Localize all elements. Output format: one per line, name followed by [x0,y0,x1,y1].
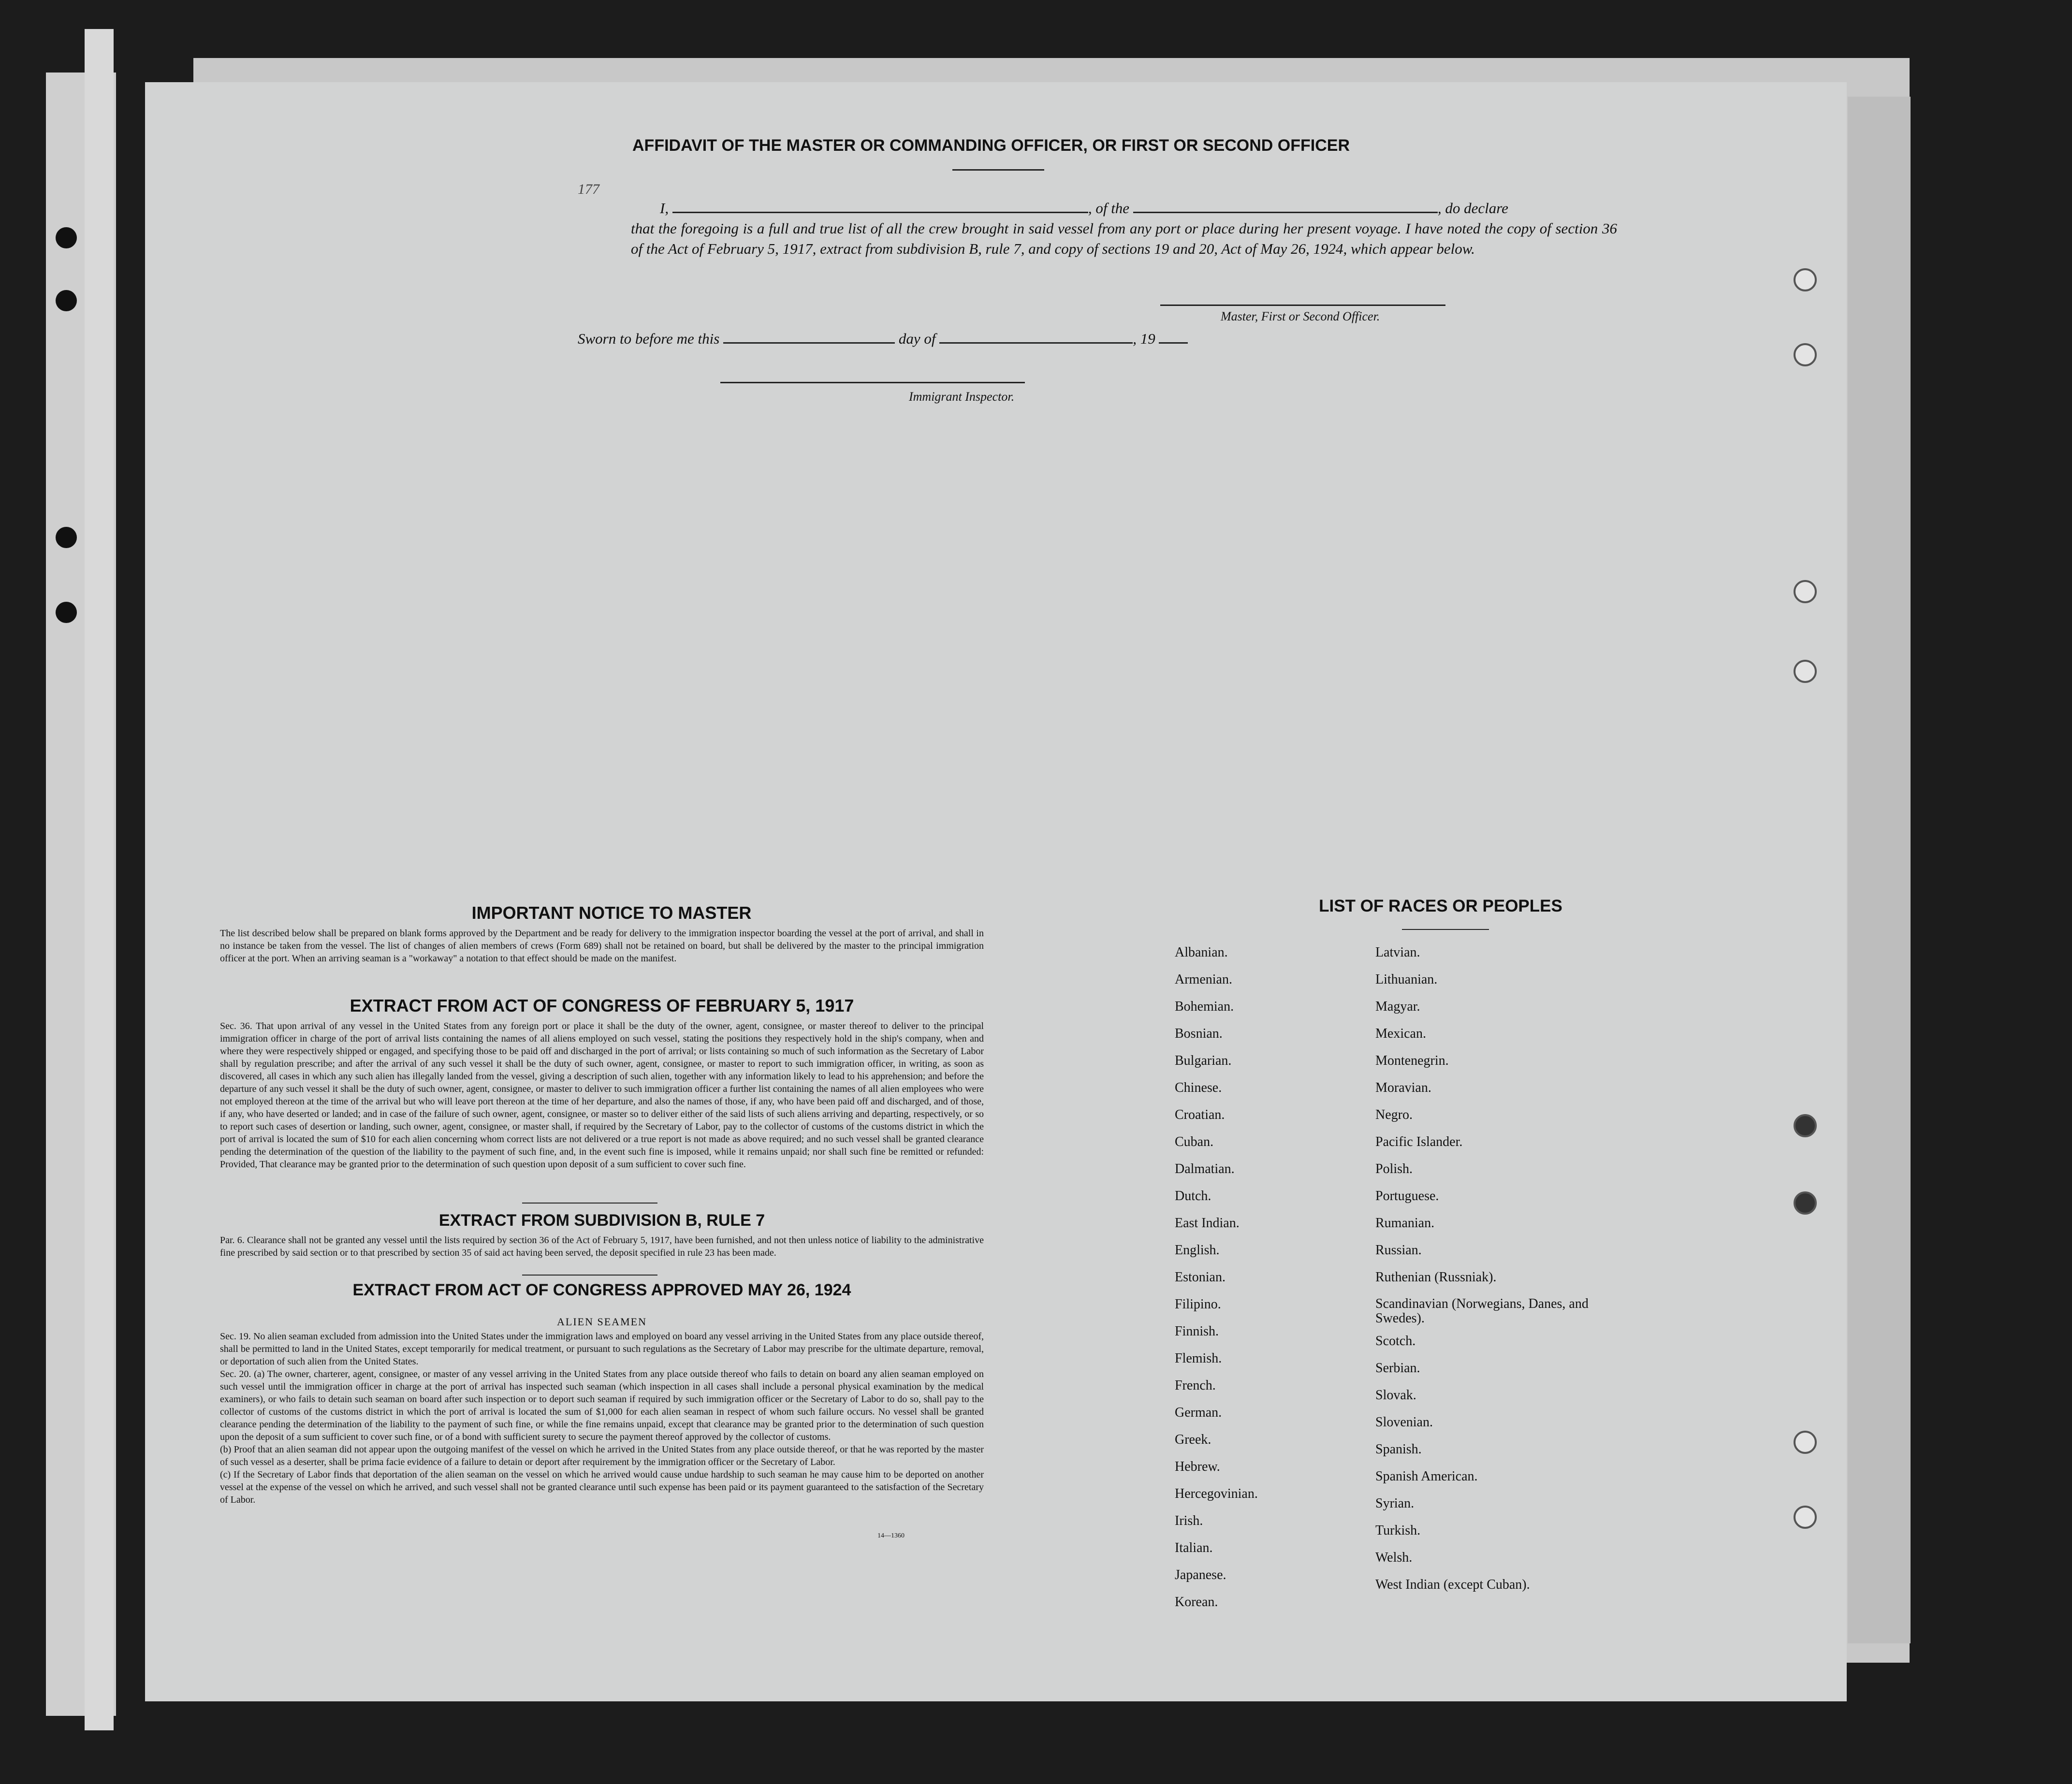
races-right-column [1375,945,1617,1604]
race-item: Bosnian. [1175,1026,1223,1041]
alien-seamen-subtitle: ALIEN SEAMEN [557,1316,647,1328]
sworn-text: Sworn to before me this [578,330,720,347]
race-item: Slovenian. [1375,1415,1433,1430]
race-item: Korean. [1175,1595,1218,1610]
extract-1924-title: EXTRACT FROM ACT OF CONGRESS APPROVED MAY 26, 1924 [352,1281,851,1299]
extract-1917-title: EXTRACT FROM ACT OF CONGRESS OF FEBRUARY 5, 1917 [350,996,854,1015]
race-item: Hercegovinian. [1175,1486,1258,1501]
race-item: Bohemian. [1175,999,1234,1014]
inspector-signature-line[interactable] [720,382,1025,383]
race-item: Armenian. [1175,972,1232,987]
race-item: Dalmatian. [1175,1161,1235,1176]
race-item: Dutch. [1175,1189,1211,1204]
race-item: Latvian. [1375,945,1420,960]
race-item: Spanish American. [1375,1469,1478,1484]
name-field[interactable] [672,212,1088,213]
section-divider [522,1275,657,1276]
race-item: West Indian (except Cuban). [1375,1577,1530,1592]
master-signature-line[interactable] [1160,305,1445,306]
race-item: Slovak. [1375,1388,1416,1403]
title-underline [952,169,1044,171]
extract-1924-body [220,1330,984,1506]
master-signature-label: Master, First or Second Officer. [1221,309,1380,323]
race-item: Albanian. [1175,945,1228,960]
subdivision-b-text: Par. 6. Clearance shall not be granted any vessel until the lists required by section 36 of the Act of February 5, 1917, have been furnished, and not then unless notice of liability to the administrative fine prescribed by said section or to that prescribed by section 35 of said act having been served, the deposit specified in rule 23 has been made. [220,1235,984,1258]
race-item: English. [1175,1243,1220,1258]
race-item: Finnish. [1175,1324,1219,1339]
races-left-column [1175,945,1378,1622]
race-item: Irish. [1175,1513,1203,1528]
notice-title: IMPORTANT NOTICE TO MASTER [471,903,752,923]
inspector-label: Immigrant Inspector. [909,390,1015,404]
extract-1917-text: Sec. 36. That upon arrival of any vessel in the United States from any foreign port or place it shall be the duty of the owner, agent, consignee, or master thereof to deliver to the principal immigration officer in charge of the port of arrival lists containing the names of all aliens employed on such vessel, stating the positions they respectively hold in the ship's company, when and where they were respectively shipped or engaged, and specifying those to be paid off and discharged in the port of arrival; or lists containing so much of such information as the Secretary of Labor shall by regulation prescribe; and after the arrival of any such vessel it shall be the duty of such owner, agent, consignee, or master to report to such immigration officer, in writing, as soon as discovered, all cases in which any such alien has illegally landed from the vessel, giving a description of such alien, together with any information likely to lead to his apprehension; and before the departure of any such vessel it shall be the duty of such owner, agent, consignee, or master to deliver to such immigration officer a further list containing the names of all alien employees who were not employed thereon at the time of the arrival but who will leave port thereon at the time of her departure, and also the names of those, if any, who have been paid off and discharged, and of those, if any, who have deserted or landed; and in case of the failure of such owner, agent, consignee, or master so to deliver either of the said lists of such aliens arriving and departing, respectively, or so to report such cases of desertion or landing, such owner, agent, consignee, or master shall, if required by the Secretary of Labor, pay to the collector of customs of the customs district in which the port of arrival is located the sum of $10 for each alien concerning whom correct lists are not delivered or a true report is not made as above required; and no such vessel shall be granted clearance pending the determination of the question of the liability to the payment of such fine, and, in the event such fine is imposed, while it remains unpaid; nor shall such fine be remitted or refunded: Provided, That clearance may be granted prior to the determination of such question upon deposit of a sum sufficient to cover such fine. [220,1021,984,1170]
sworn-line [578,330,1188,348]
race-item: Pacific Islander. [1375,1134,1463,1149]
race-item: Japanese. [1175,1567,1226,1582]
day-of-text: day of [898,330,936,347]
affidavit-title: AFFIDAVIT OF THE MASTER OR COMMANDING OFFICER, OR FIRST OR SECOND OFFICER [632,136,1350,155]
subdivision-b-title: EXTRACT FROM SUBDIVISION B, RULE 7 [438,1211,765,1230]
race-item: Turkish. [1375,1523,1421,1538]
binder-hole [56,527,77,548]
declaration-do-declare: , do declare [1437,200,1508,217]
punch-hole [1794,1114,1817,1137]
sec20a-text: Sec. 20. (a) The owner, charterer, agent, consignee, or master of any vessel arriving in the United States from any place outside thereof who fails to detain on board any alien seaman employed on such vessel until the immigration officer in charge at the port of arrival has inspected such seaman (which inspection in all cases shall include a personal physical examination by the medical examiners), or who fails to detain such seaman on board after such inspection or to deport such seaman if required by such immigration officer or the Secretary of Labor to do so, shall pay to the collector of customs of the customs district in which the port of arrival is located the sum of $1,000 for each alien seaman in respect of whom such failure occurs. No vessel shall be granted clearance pending the determination of the liability to the payment of such fine, or while the fine remains unpaid, except that clearance may be granted prior to the determination of such question upon the deposit of a sum sufficient to cover such fine, or of a bond with sufficient surety to secure the payment thereof approved by the collector of customs. [220,1369,984,1442]
race-item: German. [1175,1405,1222,1420]
punch-hole [1794,1191,1817,1215]
race-item: Syrian. [1375,1496,1415,1511]
sec20c-text: (c) If the Secretary of Labor finds that deportation of the alien seaman on the vessel on which he arrived would cause undue hardship to such seaman he may cause him to be deported on another vessel at the expense of the vessel on which he arrived, and such vessel shall not be granted clearance until such expense has been paid or its payment guaranteed to the satisfaction of the Secretary of Labor. [220,1469,984,1505]
race-item: Spanish. [1375,1442,1422,1457]
form-number: 14—1360 [877,1532,905,1539]
affidavit-declaration [631,198,1617,259]
sworn-year-field[interactable] [1159,342,1188,344]
race-item: Estonian. [1175,1270,1226,1285]
handwritten-number: 177 [578,181,599,197]
race-item: Portuguese. [1375,1189,1439,1204]
notice-text: The list described below shall be prepared on blank forms approved by the Department and be ready for delivery to the immigration inspector boarding the vessel at the port of arrival, and shall in no instance be taken from the vessel. The list of changes of alien members of crews (Form 689) shall not be retained on board, but shall be delivered by the master to the principal immigration officer at the port. When an arriving seaman is a "workaway" a notation to that effect should be made on the manifest. [220,928,984,964]
binder-hole [56,602,77,623]
sec19-text: Sec. 19. No alien seaman excluded from admission into the United States under the immigration laws and employed on board any vessel arriving in the United States from any place outside thereof, shall be permitted to land in the United States, except temporarily for medical treatment, or pursuant to such regulations as the Secretary of Labor may prescribe for the ultimate departure, removal, or deportation of such alien from the United States. [220,1331,984,1367]
races-underline [1402,929,1489,930]
race-item: Serbian. [1375,1361,1420,1376]
year-prefix: , 19 [1133,330,1155,347]
race-item: Scotch. [1375,1334,1416,1349]
race-item: Flemish. [1175,1351,1222,1366]
race-item: East Indian. [1175,1216,1240,1231]
punch-hole [1794,268,1817,291]
declaration-body: that the foregoing is a full and true list of all the crew brought in said vessel from any port or place during her present voyage. I have noted the copy of section 36 of the Act of February 5, 1917, extract from subdivision B, rule 7, and copy of sections 19 and 20, Act of May 26, 1924, which appear below. [631,220,1617,257]
race-item: Hebrew. [1175,1459,1220,1474]
race-item: Moravian. [1375,1080,1431,1095]
race-item: Welsh. [1375,1550,1413,1565]
punch-hole [1794,1506,1817,1529]
binder-hole [56,290,77,311]
document-page [145,82,1847,1701]
punch-hole [1794,343,1817,366]
sworn-month-field[interactable] [939,342,1133,344]
race-item: Greek. [1175,1432,1211,1447]
races-title: LIST OF RACES OR PEOPLES [1319,897,1562,915]
vessel-field[interactable] [1133,212,1438,213]
section-divider [522,1203,657,1204]
race-item: Chinese. [1175,1080,1222,1095]
race-item: Polish. [1375,1161,1413,1176]
right-margin-strip [1848,97,1911,1643]
race-item: Scandinavian (Norwegians, Danes, and Swedes). [1375,1296,1589,1326]
race-item: Lithuanian. [1375,972,1438,987]
race-item: Ruthenian (Russniak). [1375,1270,1497,1285]
sec20b-text: (b) Proof that an alien seaman did not appear upon the outgoing manifest of the vessel on which he arrived in the United States from any place outside thereof, or that he was reported by the master of such vessel as a deserter, shall be prima facie evidence of a failure to detain or deport after requirement by the immigration officer or the Secretary of Labor. [220,1444,984,1467]
race-item: Rumanian. [1375,1216,1435,1231]
race-item: Montenegrin. [1375,1053,1449,1068]
punch-hole [1794,1431,1817,1454]
declaration-line1 [631,198,1617,218]
binder-hole [56,227,77,248]
declaration-of-the: , of the [1088,200,1130,217]
race-item: Croatian. [1175,1107,1225,1122]
declaration-i: I, [660,200,669,217]
race-item: Cuban. [1175,1134,1214,1149]
punch-hole [1794,580,1817,603]
race-item: Magyar. [1375,999,1420,1014]
punch-hole [1794,660,1817,683]
sworn-day-field[interactable] [723,342,895,344]
race-item: French. [1175,1378,1216,1393]
race-item: Bulgarian. [1175,1053,1232,1068]
race-item: Mexican. [1375,1026,1426,1041]
race-item: Italian. [1175,1540,1213,1555]
race-item: Negro. [1375,1107,1413,1122]
race-item: Filipino. [1175,1297,1221,1312]
race-item: Russian. [1375,1243,1422,1258]
binder-strip-inner [85,29,114,1730]
